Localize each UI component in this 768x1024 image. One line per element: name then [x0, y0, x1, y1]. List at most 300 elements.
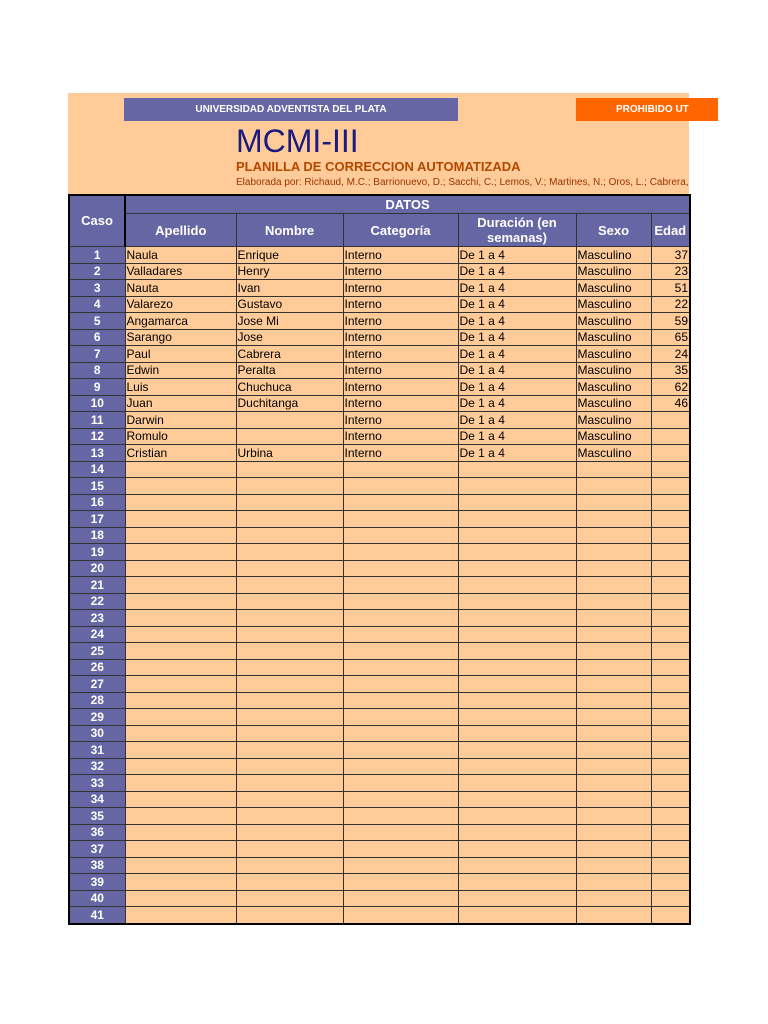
table-cell[interactable] [576, 791, 651, 808]
table-cell[interactable]: Valarezo [125, 296, 236, 313]
table-cell[interactable] [125, 527, 236, 544]
table-cell[interactable] [651, 857, 690, 874]
table-cell[interactable] [343, 610, 458, 627]
case-number: 21 [69, 577, 125, 594]
table-cell[interactable] [651, 676, 690, 693]
table-cell[interactable] [458, 643, 576, 660]
table-cell[interactable] [576, 511, 651, 528]
table-row [69, 857, 690, 874]
table-cell[interactable] [236, 494, 343, 511]
table-cell[interactable] [125, 560, 236, 577]
table-cell[interactable] [651, 494, 690, 511]
table-cell[interactable] [343, 461, 458, 478]
datos-group-header: DATOS [125, 195, 690, 214]
table-cell[interactable] [458, 874, 576, 891]
case-number: 16 [69, 494, 125, 511]
table-cell[interactable]: 59 [651, 313, 690, 330]
table-cell[interactable]: Edwin [125, 362, 236, 379]
table-cell[interactable] [343, 544, 458, 561]
table-cell[interactable] [651, 775, 690, 792]
table-cell[interactable] [236, 659, 343, 676]
case-number: 25 [69, 643, 125, 660]
table-cell[interactable] [236, 775, 343, 792]
table-cell[interactable] [651, 692, 690, 709]
table-cell[interactable] [343, 511, 458, 528]
table-cell[interactable]: Jose [236, 329, 343, 346]
table-cell[interactable] [576, 725, 651, 742]
table-cell[interactable] [125, 907, 236, 924]
case-number: 37 [69, 841, 125, 858]
table-row [69, 890, 690, 907]
table-cell[interactable] [125, 841, 236, 858]
table-cell[interactable]: Paul [125, 346, 236, 363]
spreadsheet-page [68, 93, 689, 925]
case-number: 23 [69, 610, 125, 627]
table-row [69, 841, 690, 858]
case-number: 19 [69, 544, 125, 561]
table-row [69, 461, 690, 478]
table-cell[interactable] [125, 824, 236, 841]
table-cell[interactable]: Juan [125, 395, 236, 412]
table-cell[interactable]: Interno [343, 362, 458, 379]
table-cell[interactable] [343, 593, 458, 610]
table-cell[interactable] [458, 758, 576, 775]
table-cell[interactable] [576, 560, 651, 577]
table-cell[interactable]: 37 [651, 247, 690, 264]
table-cell[interactable] [651, 544, 690, 561]
table-cell[interactable]: 51 [651, 280, 690, 297]
table-cell[interactable] [576, 593, 651, 610]
table-cell[interactable] [651, 626, 690, 643]
table-cell[interactable]: Interno [343, 379, 458, 396]
table-cell[interactable]: Ivan [236, 280, 343, 297]
table-cell[interactable] [651, 841, 690, 858]
table-cell[interactable] [125, 626, 236, 643]
table-cell[interactable] [651, 527, 690, 544]
table-cell[interactable]: Naula [125, 247, 236, 264]
case-number: 1 [69, 247, 125, 264]
table-cell[interactable] [651, 907, 690, 924]
table-cell[interactable] [458, 676, 576, 693]
table-cell[interactable] [458, 709, 576, 726]
table-row [69, 445, 690, 462]
table-cell[interactable]: Interno [343, 346, 458, 363]
table-cell[interactable] [651, 808, 690, 825]
table-cell[interactable] [343, 676, 458, 693]
table-cell[interactable]: Interno [343, 263, 458, 280]
table-cell[interactable] [343, 643, 458, 660]
case-column-header: Caso [69, 195, 125, 247]
table-cell[interactable] [651, 758, 690, 775]
table-cell[interactable] [343, 494, 458, 511]
case-number: 30 [69, 725, 125, 742]
case-number: 34 [69, 791, 125, 808]
table-cell[interactable] [125, 593, 236, 610]
column-header: Sexo [576, 214, 651, 247]
table-cell[interactable] [458, 841, 576, 858]
table-cell[interactable] [651, 824, 690, 841]
table-cell[interactable]: Angamarca [125, 313, 236, 330]
table-cell[interactable]: Sarango [125, 329, 236, 346]
table-cell[interactable] [343, 692, 458, 709]
table-cell[interactable]: De 1 a 4 [458, 329, 576, 346]
table-cell[interactable]: Interno [343, 412, 458, 429]
table-cell[interactable] [125, 676, 236, 693]
table-row [69, 560, 690, 577]
table-cell[interactable] [125, 511, 236, 528]
table-cell[interactable] [236, 874, 343, 891]
table-cell[interactable] [343, 857, 458, 874]
table-cell[interactable] [651, 445, 690, 462]
table-cell[interactable] [458, 593, 576, 610]
table-cell[interactable] [651, 560, 690, 577]
table-cell[interactable] [236, 626, 343, 643]
table-cell[interactable] [125, 659, 236, 676]
table-cell[interactable] [458, 775, 576, 792]
table-cell[interactable] [458, 511, 576, 528]
table-cell[interactable] [343, 841, 458, 858]
table-cell[interactable] [458, 626, 576, 643]
table-cell[interactable]: De 1 a 4 [458, 313, 576, 330]
case-number: 7 [69, 346, 125, 363]
table-cell[interactable] [458, 857, 576, 874]
table-cell[interactable]: De 1 a 4 [458, 346, 576, 363]
table-row [69, 725, 690, 742]
table-cell[interactable] [236, 841, 343, 858]
table-cell[interactable] [125, 610, 236, 627]
column-header: Categoría [343, 214, 458, 247]
table-cell[interactable] [651, 610, 690, 627]
case-number: 35 [69, 808, 125, 825]
table-cell[interactable]: Masculino [576, 362, 651, 379]
table-cell[interactable] [651, 742, 690, 759]
table-cell[interactable] [125, 857, 236, 874]
table-cell[interactable] [576, 857, 651, 874]
table-cell[interactable] [576, 494, 651, 511]
case-number: 36 [69, 824, 125, 841]
table-cell[interactable] [236, 577, 343, 594]
table-cell[interactable] [576, 626, 651, 643]
table-cell[interactable] [576, 643, 651, 660]
table-cell[interactable] [125, 692, 236, 709]
table-cell[interactable]: Masculino [576, 313, 651, 330]
table-cell[interactable] [343, 775, 458, 792]
table-cell[interactable] [343, 791, 458, 808]
table-cell[interactable]: Gustavo [236, 296, 343, 313]
table-cell[interactable] [236, 808, 343, 825]
table-row [69, 379, 690, 396]
table-cell[interactable] [458, 544, 576, 561]
table-cell[interactable] [236, 890, 343, 907]
table-cell[interactable] [576, 824, 651, 841]
table-cell[interactable] [343, 742, 458, 759]
table-cell[interactable] [125, 478, 236, 495]
table-row [69, 907, 690, 924]
table-cell[interactable]: Interno [343, 395, 458, 412]
table-cell[interactable]: 46 [651, 395, 690, 412]
page-title: MCMI-III [236, 123, 359, 159]
table-cell[interactable] [343, 560, 458, 577]
table-cell[interactable] [458, 478, 576, 495]
table-cell[interactable]: 62 [651, 379, 690, 396]
table-cell[interactable]: Masculino [576, 247, 651, 264]
case-number: 32 [69, 758, 125, 775]
table-cell[interactable] [576, 907, 651, 924]
table-cell[interactable] [236, 461, 343, 478]
table-cell[interactable] [651, 725, 690, 742]
table-row [69, 280, 690, 297]
table-cell[interactable] [576, 775, 651, 792]
table-cell[interactable]: Romulo [125, 428, 236, 445]
table-cell[interactable]: Interno [343, 329, 458, 346]
table-cell[interactable] [651, 709, 690, 726]
table-cell[interactable] [343, 527, 458, 544]
case-number: 15 [69, 478, 125, 495]
table-cell[interactable] [651, 593, 690, 610]
table-cell[interactable] [236, 692, 343, 709]
table-cell[interactable] [576, 577, 651, 594]
table-cell[interactable]: De 1 a 4 [458, 247, 576, 264]
table-cell[interactable] [576, 758, 651, 775]
table-row [69, 775, 690, 792]
table-cell[interactable] [458, 791, 576, 808]
table-cell[interactable] [343, 824, 458, 841]
table-cell[interactable] [343, 890, 458, 907]
table-cell[interactable]: Interno [343, 428, 458, 445]
table-cell[interactable] [125, 791, 236, 808]
table-cell[interactable] [651, 511, 690, 528]
table-cell[interactable] [236, 544, 343, 561]
table-cell[interactable]: Henry [236, 263, 343, 280]
table-cell[interactable]: Cristian [125, 445, 236, 462]
table-row [69, 874, 690, 891]
table-cell[interactable]: Cabrera [236, 346, 343, 363]
column-header: Nombre [236, 214, 343, 247]
table-cell[interactable] [458, 742, 576, 759]
table-cell[interactable] [458, 808, 576, 825]
table-cell[interactable]: De 1 a 4 [458, 362, 576, 379]
table-cell[interactable] [576, 659, 651, 676]
table-row [69, 313, 690, 330]
case-number: 28 [69, 692, 125, 709]
table-cell[interactable] [458, 577, 576, 594]
table-cell[interactable] [125, 758, 236, 775]
table-cell[interactable]: De 1 a 4 [458, 280, 576, 297]
table-cell[interactable] [576, 461, 651, 478]
table-cell[interactable]: De 1 a 4 [458, 296, 576, 313]
case-number: 10 [69, 395, 125, 412]
table-cell[interactable] [576, 874, 651, 891]
table-cell[interactable]: 35 [651, 362, 690, 379]
table-cell[interactable] [125, 544, 236, 561]
table-cell[interactable]: Luis [125, 379, 236, 396]
table-cell[interactable] [576, 709, 651, 726]
table-cell[interactable] [236, 907, 343, 924]
table-cell[interactable] [236, 428, 343, 445]
table-cell[interactable] [236, 412, 343, 429]
table-cell[interactable] [236, 725, 343, 742]
table-cell[interactable]: Masculino [576, 428, 651, 445]
table-cell[interactable] [576, 808, 651, 825]
table-cell[interactable] [236, 824, 343, 841]
table-cell[interactable] [236, 478, 343, 495]
table-cell[interactable] [576, 478, 651, 495]
table-cell[interactable]: Valladares [125, 263, 236, 280]
table-row [69, 643, 690, 660]
case-number: 3 [69, 280, 125, 297]
table-cell[interactable] [125, 643, 236, 660]
table-cell[interactable]: Chuchuca [236, 379, 343, 396]
case-number: 27 [69, 676, 125, 693]
table-cell[interactable] [576, 841, 651, 858]
table-cell[interactable] [458, 725, 576, 742]
table-cell[interactable]: Masculino [576, 379, 651, 396]
data-grid [68, 194, 691, 925]
case-number: 18 [69, 527, 125, 544]
table-cell[interactable]: Urbina [236, 445, 343, 462]
table-cell[interactable]: Masculino [576, 346, 651, 363]
table-cell[interactable] [343, 808, 458, 825]
table-cell[interactable]: De 1 a 4 [458, 379, 576, 396]
table-row [69, 296, 690, 313]
table-cell[interactable] [458, 659, 576, 676]
table-cell[interactable]: Jose Mi [236, 313, 343, 330]
table-cell[interactable] [576, 742, 651, 759]
table-row [69, 263, 690, 280]
table-cell[interactable] [125, 725, 236, 742]
table-cell[interactable] [576, 692, 651, 709]
case-number: 8 [69, 362, 125, 379]
table-cell[interactable] [125, 808, 236, 825]
table-cell[interactable] [236, 610, 343, 627]
table-cell[interactable] [458, 560, 576, 577]
table-cell[interactable] [343, 874, 458, 891]
table-cell[interactable]: Masculino [576, 395, 651, 412]
table-cell[interactable]: Masculino [576, 296, 651, 313]
table-row [69, 626, 690, 643]
table-cell[interactable] [236, 758, 343, 775]
table-cell[interactable] [343, 725, 458, 742]
table-cell[interactable]: Interno [343, 445, 458, 462]
case-number: 33 [69, 775, 125, 792]
table-cell[interactable] [236, 857, 343, 874]
table-cell[interactable] [343, 659, 458, 676]
table-cell[interactable] [651, 412, 690, 429]
table-cell[interactable] [651, 659, 690, 676]
table-cell[interactable]: Interno [343, 280, 458, 297]
table-cell[interactable] [458, 907, 576, 924]
table-cell[interactable] [236, 593, 343, 610]
table-cell[interactable] [125, 494, 236, 511]
table-cell[interactable]: Masculino [576, 412, 651, 429]
table-cell[interactable] [458, 461, 576, 478]
table-cell[interactable]: 65 [651, 329, 690, 346]
table-cell[interactable]: 24 [651, 346, 690, 363]
table-cell[interactable] [576, 544, 651, 561]
table-cell[interactable]: Peralta [236, 362, 343, 379]
table-cell[interactable] [576, 527, 651, 544]
table-cell[interactable] [236, 676, 343, 693]
table-row [69, 659, 690, 676]
table-row [69, 758, 690, 775]
table-cell[interactable]: Masculino [576, 445, 651, 462]
table-cell[interactable] [125, 874, 236, 891]
table-cell[interactable] [236, 560, 343, 577]
table-cell[interactable]: De 1 a 4 [458, 412, 576, 429]
table-cell[interactable] [651, 428, 690, 445]
table-cell[interactable]: De 1 a 4 [458, 428, 576, 445]
table-cell[interactable] [343, 709, 458, 726]
table-cell[interactable] [651, 478, 690, 495]
table-cell[interactable] [651, 890, 690, 907]
table-cell[interactable] [576, 676, 651, 693]
case-number: 40 [69, 890, 125, 907]
table-cell[interactable] [458, 890, 576, 907]
table-cell[interactable]: Interno [343, 247, 458, 264]
table-cell[interactable]: Enrique [236, 247, 343, 264]
table-cell[interactable]: 23 [651, 263, 690, 280]
table-cell[interactable]: Masculino [576, 329, 651, 346]
table-cell[interactable] [125, 709, 236, 726]
table-cell[interactable]: De 1 a 4 [458, 445, 576, 462]
table-cell[interactable]: Nauta [125, 280, 236, 297]
case-number: 41 [69, 907, 125, 924]
table-cell[interactable] [458, 610, 576, 627]
table-cell[interactable]: Masculino [576, 280, 651, 297]
case-number: 31 [69, 742, 125, 759]
table-cell[interactable] [458, 527, 576, 544]
table-cell[interactable] [458, 494, 576, 511]
table-cell[interactable]: De 1 a 4 [458, 395, 576, 412]
table-cell[interactable] [125, 577, 236, 594]
table-row [69, 791, 690, 808]
table-cell[interactable] [343, 577, 458, 594]
table-cell[interactable] [125, 742, 236, 759]
table-cell[interactable] [651, 643, 690, 660]
table-cell[interactable] [576, 610, 651, 627]
table-cell[interactable] [651, 577, 690, 594]
table-cell[interactable] [125, 775, 236, 792]
table-cell[interactable]: Interno [343, 296, 458, 313]
table-cell[interactable] [651, 791, 690, 808]
case-number: 24 [69, 626, 125, 643]
table-cell[interactable] [343, 907, 458, 924]
table-cell[interactable] [343, 478, 458, 495]
table-cell[interactable] [125, 461, 236, 478]
table-cell[interactable] [651, 874, 690, 891]
table-cell[interactable]: Interno [343, 313, 458, 330]
table-cell[interactable] [458, 824, 576, 841]
table-cell[interactable]: De 1 a 4 [458, 263, 576, 280]
table-cell[interactable] [236, 643, 343, 660]
table-cell[interactable] [236, 511, 343, 528]
table-cell[interactable] [236, 709, 343, 726]
table-cell[interactable] [343, 758, 458, 775]
table-cell[interactable] [576, 890, 651, 907]
table-cell[interactable] [236, 742, 343, 759]
table-cell[interactable] [343, 626, 458, 643]
table-cell[interactable]: Duchitanga [236, 395, 343, 412]
table-cell[interactable] [236, 791, 343, 808]
table-cell[interactable] [458, 692, 576, 709]
case-number: 2 [69, 263, 125, 280]
table-cell[interactable] [125, 890, 236, 907]
table-cell[interactable]: Masculino [576, 263, 651, 280]
table-cell[interactable] [651, 461, 690, 478]
table-cell[interactable]: Darwin [125, 412, 236, 429]
table-cell[interactable] [236, 527, 343, 544]
table-cell[interactable]: 22 [651, 296, 690, 313]
